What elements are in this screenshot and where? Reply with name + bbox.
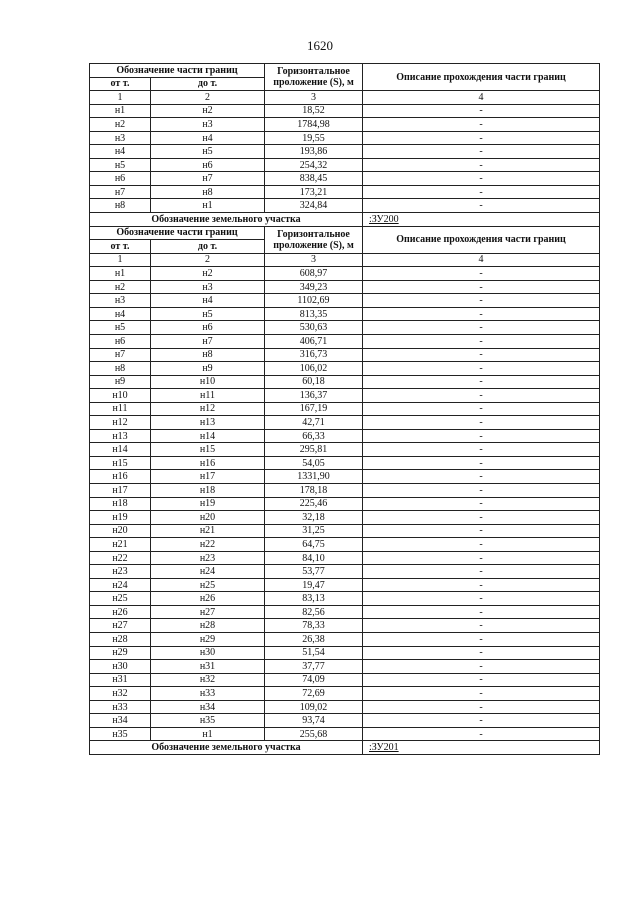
horizontal-header: Горизонтальное проложение (S), м xyxy=(265,64,363,91)
boundary-description: - xyxy=(363,551,600,565)
from-point: н8 xyxy=(90,199,151,213)
from-point: н2 xyxy=(90,280,151,294)
table-row xyxy=(90,565,600,579)
horizontal-distance: 295,81 xyxy=(265,443,363,457)
from-point: н30 xyxy=(90,660,151,674)
boundary-description: - xyxy=(363,497,600,511)
to-point: н8 xyxy=(151,348,265,362)
to-point: н15 xyxy=(151,443,265,457)
boundary-description: - xyxy=(363,267,600,281)
to-point: н18 xyxy=(151,484,265,498)
from-point: н29 xyxy=(90,646,151,660)
table-row xyxy=(90,429,600,443)
boundary-description: - xyxy=(363,145,600,159)
horizontal-distance: 167,19 xyxy=(265,402,363,416)
to-point: н16 xyxy=(151,456,265,470)
from-point: н5 xyxy=(90,158,151,172)
table-row xyxy=(90,551,600,565)
boundary-description: - xyxy=(363,592,600,606)
horizontal-distance: 51,54 xyxy=(265,646,363,660)
table-row xyxy=(90,497,600,511)
from-point: н6 xyxy=(90,334,151,348)
horizontal-distance: 173,21 xyxy=(265,185,363,199)
to-point-header: до т. xyxy=(151,77,265,91)
to-point: н6 xyxy=(151,321,265,335)
column-number: 3 xyxy=(265,253,363,267)
to-point: н28 xyxy=(151,619,265,633)
boundary-description: - xyxy=(363,470,600,484)
table-row xyxy=(90,375,600,389)
table-row xyxy=(90,592,600,606)
column-number: 2 xyxy=(151,253,265,267)
horizontal-distance: 1331,90 xyxy=(265,470,363,484)
plot-designation-row xyxy=(90,213,600,227)
plot-designation-label: Обозначение земельного участка xyxy=(90,741,363,755)
horizontal-distance: 37,77 xyxy=(265,660,363,674)
description-header: Описание прохождения части границ xyxy=(363,64,600,91)
boundary-description: - xyxy=(363,118,600,132)
from-point-header: от т. xyxy=(90,77,151,91)
from-point: н28 xyxy=(90,633,151,647)
from-point: н1 xyxy=(90,267,151,281)
from-point: н20 xyxy=(90,524,151,538)
horizontal-distance: 18,52 xyxy=(265,104,363,118)
table-row xyxy=(90,673,600,687)
table-row xyxy=(90,524,600,538)
table-row xyxy=(90,416,600,430)
to-point: н4 xyxy=(151,131,265,145)
to-point: н30 xyxy=(151,646,265,660)
to-point: н5 xyxy=(151,145,265,159)
from-point: н27 xyxy=(90,619,151,633)
from-point: н7 xyxy=(90,185,151,199)
horizontal-distance: 106,02 xyxy=(265,362,363,376)
from-point: н10 xyxy=(90,389,151,403)
column-number: 2 xyxy=(151,91,265,105)
boundary-description: - xyxy=(363,524,600,538)
boundary-description: - xyxy=(363,511,600,525)
table-row xyxy=(90,484,600,498)
to-point: н32 xyxy=(151,673,265,687)
horizontal-distance: 31,25 xyxy=(265,524,363,538)
from-point: н15 xyxy=(90,456,151,470)
to-point: н27 xyxy=(151,605,265,619)
column-number: 3 xyxy=(265,91,363,105)
boundary-description: - xyxy=(363,104,600,118)
page-number: 1620 xyxy=(307,38,333,53)
horizontal-distance: 136,37 xyxy=(265,389,363,403)
to-point: н2 xyxy=(151,104,265,118)
to-point: н9 xyxy=(151,362,265,376)
header-row xyxy=(90,226,600,240)
table-row xyxy=(90,280,600,294)
boundary-description: - xyxy=(363,321,600,335)
table-row xyxy=(90,727,600,741)
table-row xyxy=(90,511,600,525)
from-point: н3 xyxy=(90,131,151,145)
boundary-description: - xyxy=(363,673,600,687)
from-point: н7 xyxy=(90,348,151,362)
boundary-description: - xyxy=(363,443,600,457)
from-point: н4 xyxy=(90,307,151,321)
table-row xyxy=(90,687,600,701)
table-row xyxy=(90,578,600,592)
from-point: н31 xyxy=(90,673,151,687)
table-row xyxy=(90,362,600,376)
boundary-description: - xyxy=(363,402,600,416)
horizontal-distance: 84,10 xyxy=(265,551,363,565)
column-number: 4 xyxy=(363,253,600,267)
boundary-description: - xyxy=(363,660,600,674)
plot-designation-value: :ЗУ201 xyxy=(363,741,600,755)
boundary-description: - xyxy=(363,375,600,389)
horizontal-distance: 66,33 xyxy=(265,429,363,443)
from-point: н11 xyxy=(90,402,151,416)
boundary-description: - xyxy=(363,280,600,294)
horizontal-distance: 19,55 xyxy=(265,131,363,145)
description-header: Описание прохождения части границ xyxy=(363,226,600,253)
from-point: н33 xyxy=(90,700,151,714)
boundary-description: - xyxy=(363,456,600,470)
horizontal-distance: 530,63 xyxy=(265,321,363,335)
table-row xyxy=(90,185,600,199)
from-point: н17 xyxy=(90,484,151,498)
horizontal-distance: 78,33 xyxy=(265,619,363,633)
table-row xyxy=(90,389,600,403)
from-point: н21 xyxy=(90,538,151,552)
from-point: н4 xyxy=(90,145,151,159)
horizontal-distance: 82,56 xyxy=(265,605,363,619)
horizontal-distance: 93,74 xyxy=(265,714,363,728)
to-point-header: до т. xyxy=(151,240,265,254)
boundary-description: - xyxy=(363,714,600,728)
column-number-row xyxy=(90,253,600,267)
to-point: н3 xyxy=(151,280,265,294)
boundary-description: - xyxy=(363,687,600,701)
table-row xyxy=(90,334,600,348)
horizontal-distance: 838,45 xyxy=(265,172,363,186)
table-row xyxy=(90,172,600,186)
from-point: н34 xyxy=(90,714,151,728)
boundary-description: - xyxy=(363,362,600,376)
to-point: н31 xyxy=(151,660,265,674)
horizontal-header: Горизонтальное проложение (S), м xyxy=(265,226,363,253)
horizontal-distance: 32,18 xyxy=(265,511,363,525)
horizontal-distance: 54,05 xyxy=(265,456,363,470)
horizontal-distance: 1784,98 xyxy=(265,118,363,132)
boundary-description: - xyxy=(363,199,600,213)
to-point: н25 xyxy=(151,578,265,592)
horizontal-distance: 254,32 xyxy=(265,158,363,172)
horizontal-distance: 406,71 xyxy=(265,334,363,348)
table-row xyxy=(90,633,600,647)
from-point: н18 xyxy=(90,497,151,511)
from-point: н12 xyxy=(90,416,151,430)
table-row xyxy=(90,348,600,362)
from-point: н5 xyxy=(90,321,151,335)
to-point: н13 xyxy=(151,416,265,430)
to-point: н12 xyxy=(151,402,265,416)
to-point: н4 xyxy=(151,294,265,308)
from-point: н24 xyxy=(90,578,151,592)
boundary-description: - xyxy=(363,538,600,552)
boundary-description: - xyxy=(363,700,600,714)
to-point: н21 xyxy=(151,524,265,538)
boundary-description: - xyxy=(363,389,600,403)
to-point: н19 xyxy=(151,497,265,511)
to-point: н5 xyxy=(151,307,265,321)
horizontal-distance: 225,46 xyxy=(265,497,363,511)
boundary-description: - xyxy=(363,727,600,741)
from-point: н1 xyxy=(90,104,151,118)
to-point: н7 xyxy=(151,334,265,348)
boundary-description: - xyxy=(363,429,600,443)
horizontal-distance: 255,68 xyxy=(265,727,363,741)
table-row xyxy=(90,118,600,132)
to-point: н22 xyxy=(151,538,265,552)
table-row xyxy=(90,660,600,674)
table-row xyxy=(90,443,600,457)
to-point: н2 xyxy=(151,267,265,281)
from-point: н16 xyxy=(90,470,151,484)
table-row xyxy=(90,158,600,172)
table-row xyxy=(90,619,600,633)
to-point: н23 xyxy=(151,551,265,565)
horizontal-distance: 74,09 xyxy=(265,673,363,687)
boundary-description: - xyxy=(363,578,600,592)
horizontal-distance: 53,77 xyxy=(265,565,363,579)
horizontal-distance: 83,13 xyxy=(265,592,363,606)
to-point: н3 xyxy=(151,118,265,132)
from-point-header: от т. xyxy=(90,240,151,254)
from-point: н2 xyxy=(90,118,151,132)
from-point: н26 xyxy=(90,605,151,619)
horizontal-distance: 109,02 xyxy=(265,700,363,714)
to-point: н6 xyxy=(151,158,265,172)
to-point: н10 xyxy=(151,375,265,389)
boundary-description: - xyxy=(363,294,600,308)
to-point: н26 xyxy=(151,592,265,606)
boundary-description: - xyxy=(363,484,600,498)
from-point: н19 xyxy=(90,511,151,525)
from-point: н6 xyxy=(90,172,151,186)
column-number: 4 xyxy=(363,91,600,105)
from-point: н8 xyxy=(90,362,151,376)
horizontal-distance: 608,97 xyxy=(265,267,363,281)
table-row xyxy=(90,700,600,714)
to-point: н29 xyxy=(151,633,265,647)
boundary-description: - xyxy=(363,185,600,199)
horizontal-distance: 813,35 xyxy=(265,307,363,321)
plot-designation-row xyxy=(90,741,600,755)
to-point: н1 xyxy=(151,727,265,741)
to-point: н1 xyxy=(151,199,265,213)
horizontal-distance: 324,84 xyxy=(265,199,363,213)
horizontal-distance: 349,23 xyxy=(265,280,363,294)
boundary-part-header: Обозначение части границ xyxy=(90,64,265,78)
from-point: н25 xyxy=(90,592,151,606)
table-row xyxy=(90,267,600,281)
boundary-description: - xyxy=(363,158,600,172)
to-point: н8 xyxy=(151,185,265,199)
table-row xyxy=(90,605,600,619)
column-number: 1 xyxy=(90,253,151,267)
from-point: н13 xyxy=(90,429,151,443)
table-row xyxy=(90,538,600,552)
table-row xyxy=(90,199,600,213)
to-point: н33 xyxy=(151,687,265,701)
horizontal-distance: 193,86 xyxy=(265,145,363,159)
table-row xyxy=(90,131,600,145)
from-point: н23 xyxy=(90,565,151,579)
plot-designation-value: :ЗУ200 xyxy=(363,213,600,227)
plot-designation-label: Обозначение земельного участка xyxy=(90,213,363,227)
from-point: н3 xyxy=(90,294,151,308)
boundaries-table xyxy=(89,63,600,755)
boundary-description: - xyxy=(363,605,600,619)
to-point: н11 xyxy=(151,389,265,403)
horizontal-distance: 26,38 xyxy=(265,633,363,647)
boundary-description: - xyxy=(363,646,600,660)
from-point: н35 xyxy=(90,727,151,741)
boundary-description: - xyxy=(363,131,600,145)
horizontal-distance: 19,47 xyxy=(265,578,363,592)
horizontal-distance: 1102,69 xyxy=(265,294,363,308)
table-row xyxy=(90,714,600,728)
from-point: н32 xyxy=(90,687,151,701)
boundary-description: - xyxy=(363,416,600,430)
column-number: 1 xyxy=(90,91,151,105)
table-row xyxy=(90,456,600,470)
to-point: н20 xyxy=(151,511,265,525)
boundary-description: - xyxy=(363,348,600,362)
table-row xyxy=(90,104,600,118)
table-row xyxy=(90,145,600,159)
from-point: н22 xyxy=(90,551,151,565)
to-point: н24 xyxy=(151,565,265,579)
table-row xyxy=(90,294,600,308)
from-point: н14 xyxy=(90,443,151,457)
boundary-part-header: Обозначение части границ xyxy=(90,226,265,240)
table-row xyxy=(90,646,600,660)
horizontal-distance: 64,75 xyxy=(265,538,363,552)
to-point: н35 xyxy=(151,714,265,728)
table-row xyxy=(90,307,600,321)
header-row xyxy=(90,64,600,78)
to-point: н17 xyxy=(151,470,265,484)
horizontal-distance: 60,18 xyxy=(265,375,363,389)
horizontal-distance: 316,73 xyxy=(265,348,363,362)
to-point: н34 xyxy=(151,700,265,714)
horizontal-distance: 42,71 xyxy=(265,416,363,430)
boundary-description: - xyxy=(363,307,600,321)
boundary-description: - xyxy=(363,633,600,647)
to-point: н14 xyxy=(151,429,265,443)
boundary-description: - xyxy=(363,565,600,579)
table-row xyxy=(90,402,600,416)
table-row xyxy=(90,321,600,335)
to-point: н7 xyxy=(151,172,265,186)
horizontal-distance: 178,18 xyxy=(265,484,363,498)
from-point: н9 xyxy=(90,375,151,389)
column-number-row xyxy=(90,91,600,105)
boundary-description: - xyxy=(363,619,600,633)
boundary-description: - xyxy=(363,172,600,186)
horizontal-distance: 72,69 xyxy=(265,687,363,701)
table-row xyxy=(90,470,600,484)
boundary-description: - xyxy=(363,334,600,348)
